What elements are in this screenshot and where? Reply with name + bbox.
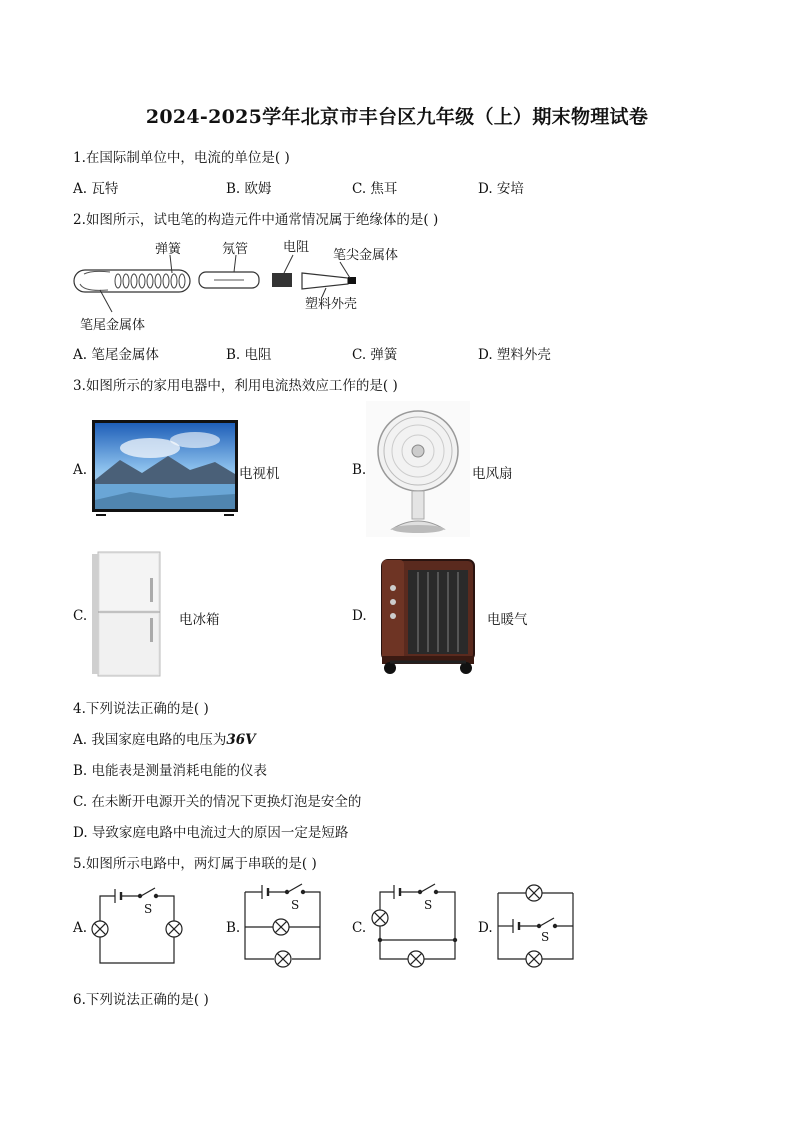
q4-option-a-text: A. 我国家庭电路的电压为 [73,732,227,748]
q2-option-a: A. 笔尾金属体 [73,347,159,363]
question-4-stem: 4.下列说法正确的是( ) [73,701,209,717]
q1-option-d: D. 安培 [478,181,524,197]
q4-option-b: B. 电能表是测量消耗电能的仪表 [73,763,268,779]
q3-option-c-name: 电冰箱 [179,612,220,628]
q1-option-a: A. 瓦特 [73,181,119,197]
page-title: 2024-2025学年北京市丰台区九年级（上）期末物理试卷 [145,106,649,128]
q2-option-d: D. 塑料外壳 [478,347,551,363]
question-2-stem: 2.如图所示，试电笔的构造元件中通常情况属于绝缘体的是( ) [73,212,439,228]
q3-option-a-letter: A. [73,462,88,478]
switch-label-d: S [541,930,550,944]
question-5-stem: 5.如图所示电路中，两灯属于串联的是( ) [73,856,317,872]
question-1-stem: 1.在国际制单位中，电流的单位是( ) [73,150,290,166]
label-tip: 笔尖金属体 [333,248,399,263]
label-shell: 塑料外壳 [305,297,358,312]
q4-option-c: C. 在未断开电源开关的情况下更换灯泡是安全的 [73,794,362,810]
q1-option-b: B. 欧姆 [226,181,272,197]
label-resistor: 电阻 [283,240,310,255]
q5-option-c-letter: C. [352,920,367,936]
label-spring: 弹簧 [155,242,182,257]
q4-option-a-voltage: 36V [226,732,256,748]
question-6-stem: 6.下列说法正确的是( ) [73,992,209,1008]
q5-option-a-letter: A. [73,920,88,936]
switch-label-b: S [291,898,300,912]
q3-option-a-name: 电视机 [239,466,280,482]
question-3-stem: 3.如图所示的家用电器中，利用电流热效应工作的是( ) [73,378,398,394]
q5-option-b-letter: B. [226,920,241,936]
q2-option-b: B. 电阻 [226,347,272,363]
label-neon: 氖管 [222,242,249,257]
q3-option-d-name: 电暖气 [487,612,528,628]
q4-option-d: D. 导致家庭电路中电流过大的原因一定是短路 [73,825,349,841]
q3-option-c-letter: C. [73,608,88,624]
q3-option-d-letter: D. [352,608,367,624]
q1-option-c: C. 焦耳 [352,181,398,197]
q3-option-b-name: 电风扇 [472,466,513,482]
q2-option-c: C. 弹簧 [352,347,398,363]
switch-label-c: S [424,898,433,912]
switch-label-a: S [144,902,153,916]
label-tail: 笔尾金属体 [80,318,146,333]
q3-option-b-letter: B. [352,462,367,478]
q5-option-d-letter: D. [478,920,493,936]
